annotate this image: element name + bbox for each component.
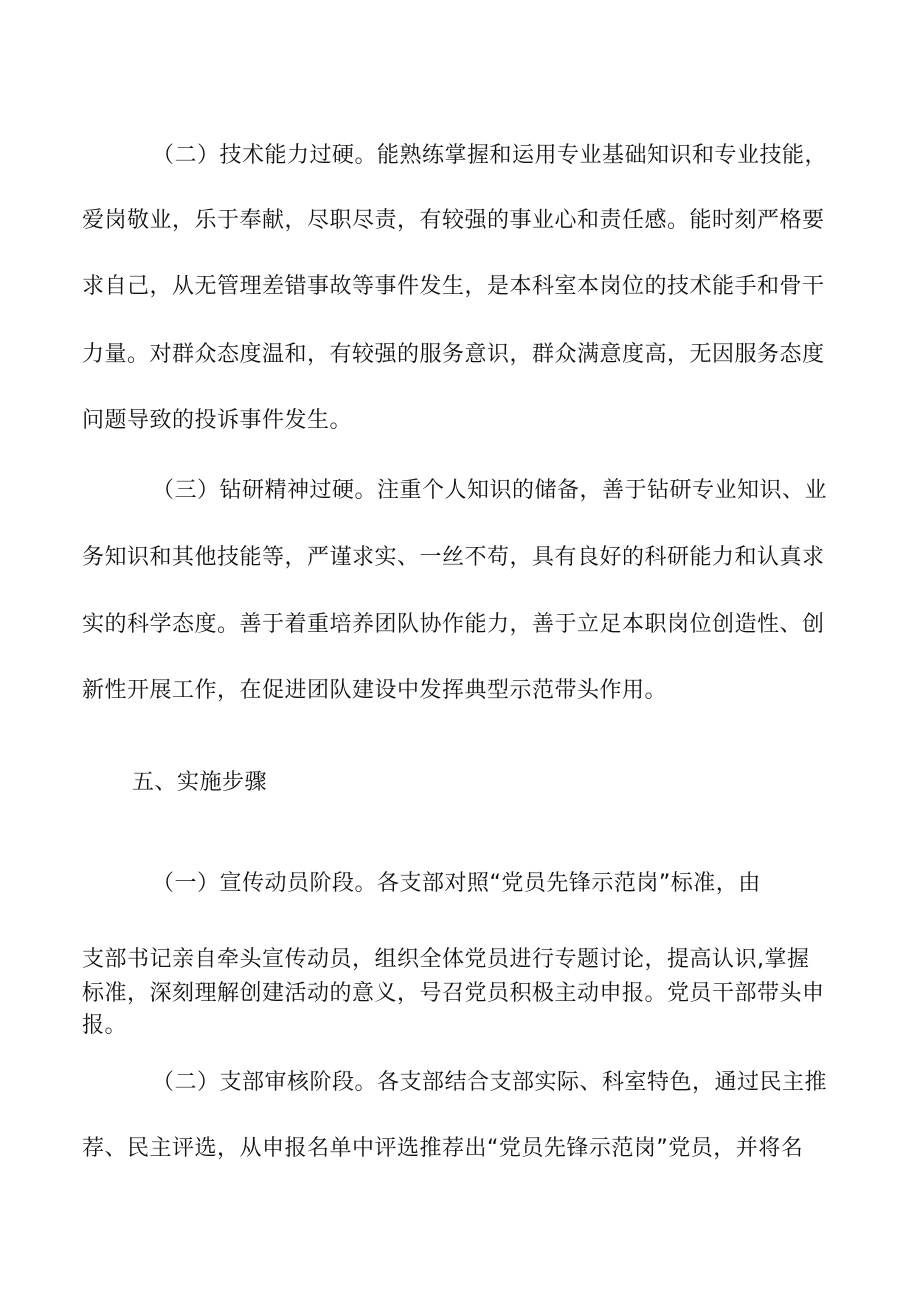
step-1-line-4: 报。: [82, 1013, 128, 1038]
section-2-line-2: 爱岗敬业，乐于奉献，尽职尽责，有较强的事业心和责任感。能时刻严格要: [82, 208, 825, 233]
step-1-line-3: 标准，深刻理解创建活动的意义，号召党员积极主动申报。党员干部带头申: [82, 981, 825, 1006]
section-heading-implementation-steps: 五、实施步骤: [132, 770, 268, 795]
section-3-line-2: 务知识和其他技能等，严谨求实、一丝不苟，具有良好的科研能力和认真求: [82, 545, 825, 570]
step-2-line-1: （二）支部审核阶段。各支部结合支部实际、科室特色，通过民主推: [152, 1070, 828, 1095]
section-3-line-4: 新性开展工作，在促进团队建设中发挥典型示范带头作用。: [82, 678, 668, 703]
section-2-line-5: 问题导致的投诉事件发生。: [82, 408, 353, 433]
step-1-line-1: （一）宣传动员阶段。各支部对照“党员先锋示范岗”标准，由: [152, 871, 761, 896]
section-3-line-3: 实的科学态度。善于着重培养团队协作能力，善于立足本职岗位创造性、创: [82, 612, 825, 637]
section-3-line-1: （三）钻研精神过硬。注重个人知识的储备，善于钻研专业知识、业: [152, 478, 828, 503]
section-2-line-3: 求自己，从无管理差错事故等事件发生，是本科室本岗位的技术能手和骨干: [82, 274, 825, 299]
section-2-line-4: 力量。对群众态度温和，有较强的服务意识，群众满意度高，无因服务态度: [82, 342, 825, 367]
section-2-line-1: （二）技术能力过硬。能熟练掌握和运用专业基础知识和专业技能，: [152, 143, 828, 168]
step-1-line-2: 支部书记亲自牵头宣传动员，组织全体党员进行专题讨论，提高认识,掌握: [82, 947, 810, 972]
step-2-line-2: 荐、民主评选，从申报名单中评选推荐出“党员先锋示范岗”党员，并将名: [82, 1136, 804, 1161]
